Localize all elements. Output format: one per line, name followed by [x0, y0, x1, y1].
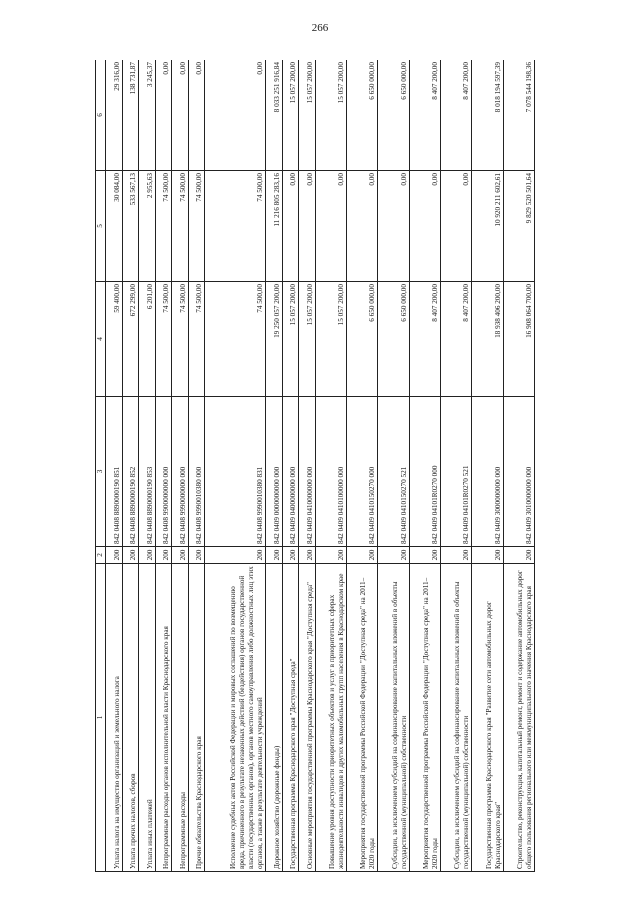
row-description: Уплата прочих налогов, сборов: [122, 564, 139, 872]
row-budget-code: 842 0409 0400000000 000: [282, 397, 299, 547]
row-description: Основные мероприятия государственной программы Краснодарского края "Доступная среда": [299, 564, 316, 872]
column-number: 1: [96, 564, 106, 872]
table-row: [503, 60, 534, 872]
row-executed-amount: 533 567,13: [122, 171, 139, 282]
table-row: [106, 60, 123, 872]
row-remaining-amount: 138 731,87: [122, 60, 139, 171]
row-executed-amount: 0,00: [282, 171, 299, 282]
table-row: [315, 60, 346, 872]
table-row: [188, 60, 205, 872]
row-description: Прочие обязательства Краснодарского края: [188, 564, 205, 872]
row-description: Государственная программа Краснодарского края "Развитие сети автомобильных дорог Краснодарского края": [472, 564, 503, 872]
row-description: Непрограммные расходы органов исполнительной власти Краснодарского края: [155, 564, 172, 872]
row-budget-code: 842 0409 04101R0270 521: [440, 397, 471, 547]
row-approved-amount: 6 650 000,00: [346, 282, 377, 397]
row-remaining-amount: 8 033 251 916,84: [266, 60, 283, 171]
row-approved-amount: 8 407 200,00: [409, 282, 440, 397]
table-row: [299, 60, 316, 872]
row-executed-amount: 0,00: [346, 171, 377, 282]
row-description: Дорожное хозяйство (дорожные фонды): [266, 564, 283, 872]
row-line-code: 200: [409, 547, 440, 564]
row-budget-code: 842 0408 8890000190 853: [139, 397, 156, 547]
row-approved-amount: 74 500,00: [205, 282, 266, 397]
row-description: Уплата иных платежей: [139, 564, 156, 872]
row-description: Повышение уровня доступности приоритетных объектов и услуг в приоритетных сферах жизнедеятельности инвалидов и других маломобильных групп населения в Краснодарском крае: [315, 564, 346, 872]
table-row: [472, 60, 503, 872]
row-line-code: 200: [139, 547, 156, 564]
row-budget-code: 842 0408 9900000000 000: [155, 397, 172, 547]
row-line-code: 200: [106, 547, 123, 564]
table-row: [409, 60, 440, 872]
row-remaining-amount: 0,00: [188, 60, 205, 171]
budget-table: [95, 60, 535, 872]
row-remaining-amount: 3 245,37: [139, 60, 156, 171]
row-executed-amount: 0,00: [409, 171, 440, 282]
table-row: [122, 60, 139, 872]
row-executed-amount: 74 500,00: [188, 171, 205, 282]
row-approved-amount: 6 650 000,00: [378, 282, 409, 397]
row-line-code: 200: [122, 547, 139, 564]
row-executed-amount: 74 500,00: [155, 171, 172, 282]
row-description: Субсидии, за исключением субсидий на софинансирование капитальных вложений в объекты государственной (муниципальной) собственности: [378, 564, 409, 872]
row-executed-amount: 0,00: [315, 171, 346, 282]
row-budget-code: 842 0408 8890000190 852: [122, 397, 139, 547]
row-executed-amount: 74 500,00: [205, 171, 266, 282]
row-executed-amount: 0,00: [378, 171, 409, 282]
row-remaining-amount: 0,00: [155, 60, 172, 171]
row-remaining-amount: 29 316,00: [106, 60, 123, 171]
row-approved-amount: 74 500,00: [172, 282, 189, 397]
row-approved-amount: 6 201,00: [139, 282, 156, 397]
row-remaining-amount: 0,00: [205, 60, 266, 171]
table-row: [172, 60, 189, 872]
rotated-page: [95, 60, 535, 872]
row-budget-code: 842 0408 9990010380 000: [188, 397, 205, 547]
table-row: [139, 60, 156, 872]
table-row: [378, 60, 409, 872]
row-line-code: 200: [266, 547, 283, 564]
table-row: [266, 60, 283, 872]
row-remaining-amount: 0,00: [172, 60, 189, 171]
row-budget-code: 842 0409 0410100000 000: [315, 397, 346, 547]
row-line-code: 200: [155, 547, 172, 564]
row-budget-code: 842 0408 9990010380 831: [205, 397, 266, 547]
row-line-code: 200: [172, 547, 189, 564]
table-row: [155, 60, 172, 872]
row-approved-amount: 672 299,00: [122, 282, 139, 397]
table-row: [440, 60, 471, 872]
row-executed-amount: 11 216 805 283,16: [266, 171, 283, 282]
row-approved-amount: 15 057 200,00: [299, 282, 316, 397]
row-remaining-amount: 8 018 194 597,39: [472, 60, 503, 171]
row-line-code: 200: [282, 547, 299, 564]
row-remaining-amount: 15 057 200,00: [299, 60, 316, 171]
row-budget-code: 842 0409 3010000000 000: [503, 397, 534, 547]
table-row: [346, 60, 377, 872]
row-remaining-amount: 7 078 544 198,36: [503, 60, 534, 171]
row-remaining-amount: 15 057 200,00: [315, 60, 346, 171]
row-line-code: 200: [346, 547, 377, 564]
row-executed-amount: 0,00: [440, 171, 471, 282]
row-approved-amount: 19 250 057 200,00: [266, 282, 283, 397]
row-budget-code: 842 0409 3000000000 000: [472, 397, 503, 547]
column-number: 4: [96, 282, 106, 397]
row-budget-code: 842 0408 8890000190 851: [106, 397, 123, 547]
row-description: Мероприятия государственной программы Российской Федерации "Доступная среда" на 2011–2020 годы: [409, 564, 440, 872]
row-description: Строительство, реконструкция, капитальный ремонт, ремонт и содержание автомобильных дорог общего пользования регионального или межмуниципального значения Краснодарского края: [503, 564, 534, 872]
row-approved-amount: 59 400,00: [106, 282, 123, 397]
row-line-code: 200: [503, 547, 534, 564]
row-remaining-amount: 6 650 000,00: [378, 60, 409, 171]
column-number: 3: [96, 397, 106, 547]
row-executed-amount: 30 084,00: [106, 171, 123, 282]
row-approved-amount: 15 057 200,00: [282, 282, 299, 397]
column-number: 2: [96, 547, 106, 564]
row-description: Государственная программа Краснодарского края "Доступная среда": [282, 564, 299, 872]
row-line-code: 200: [188, 547, 205, 564]
row-description: Субсидии, за исключением субсидий на софинансирование капитальных вложений в объекты государственной (муниципальной) собственности: [440, 564, 471, 872]
row-remaining-amount: 15 057 200,00: [282, 60, 299, 171]
row-remaining-amount: 8 407 200,00: [440, 60, 471, 171]
row-budget-code: 842 0409 04101R0270 000: [409, 397, 440, 547]
row-executed-amount: 10 920 211 602,61: [472, 171, 503, 282]
row-budget-code: 842 0409 0000000000 000: [266, 397, 283, 547]
row-description: Исполнение судебных актов Российской Федерации и мировых соглашений по возмещению вреда, причиненного в результате незаконных действий (бездействия) органов государственной власти (государственных органов), органов местного самоуправления либо должностных лиц этих органов, а также в результате деятельности учреждений: [205, 564, 266, 872]
row-executed-amount: 0,00: [299, 171, 316, 282]
document-viewport: [95, 60, 535, 872]
row-line-code: 200: [472, 547, 503, 564]
row-budget-code: 842 0409 0410150270 000: [346, 397, 377, 547]
column-number-row: [96, 60, 106, 872]
row-executed-amount: 9 829 520 501,64: [503, 171, 534, 282]
row-line-code: 200: [299, 547, 316, 564]
row-remaining-amount: 6 650 000,00: [346, 60, 377, 171]
row-approved-amount: 8 407 200,00: [440, 282, 471, 397]
row-line-code: 200: [205, 547, 266, 564]
table-row: [205, 60, 266, 872]
column-number: 5: [96, 171, 106, 282]
row-description: Мероприятия государственной программы Российской Федерации "Доступная среда" на 2011–2020 годы: [346, 564, 377, 872]
column-number: 6: [96, 60, 106, 171]
table-row: [282, 60, 299, 872]
row-executed-amount: 2 955,63: [139, 171, 156, 282]
row-budget-code: 842 0409 0410000000 000: [299, 397, 316, 547]
row-approved-amount: 18 938 406 200,00: [472, 282, 503, 397]
row-approved-amount: 74 500,00: [155, 282, 172, 397]
row-approved-amount: 15 057 200,00: [315, 282, 346, 397]
row-line-code: 200: [378, 547, 409, 564]
row-description: Непрограммные расходы: [172, 564, 189, 872]
row-description: Уплата налога на имущество организаций и земельного налога: [106, 564, 123, 872]
row-line-code: 200: [315, 547, 346, 564]
row-budget-code: 842 0409 0410150270 521: [378, 397, 409, 547]
row-approved-amount: 74 500,00: [188, 282, 205, 397]
row-remaining-amount: 8 407 200,00: [409, 60, 440, 171]
row-approved-amount: 16 908 064 700,00: [503, 282, 534, 397]
row-executed-amount: 74 500,00: [172, 171, 189, 282]
page-number: 266: [311, 22, 329, 34]
row-budget-code: 842 0408 9990000000 000: [172, 397, 189, 547]
row-line-code: 200: [440, 547, 471, 564]
